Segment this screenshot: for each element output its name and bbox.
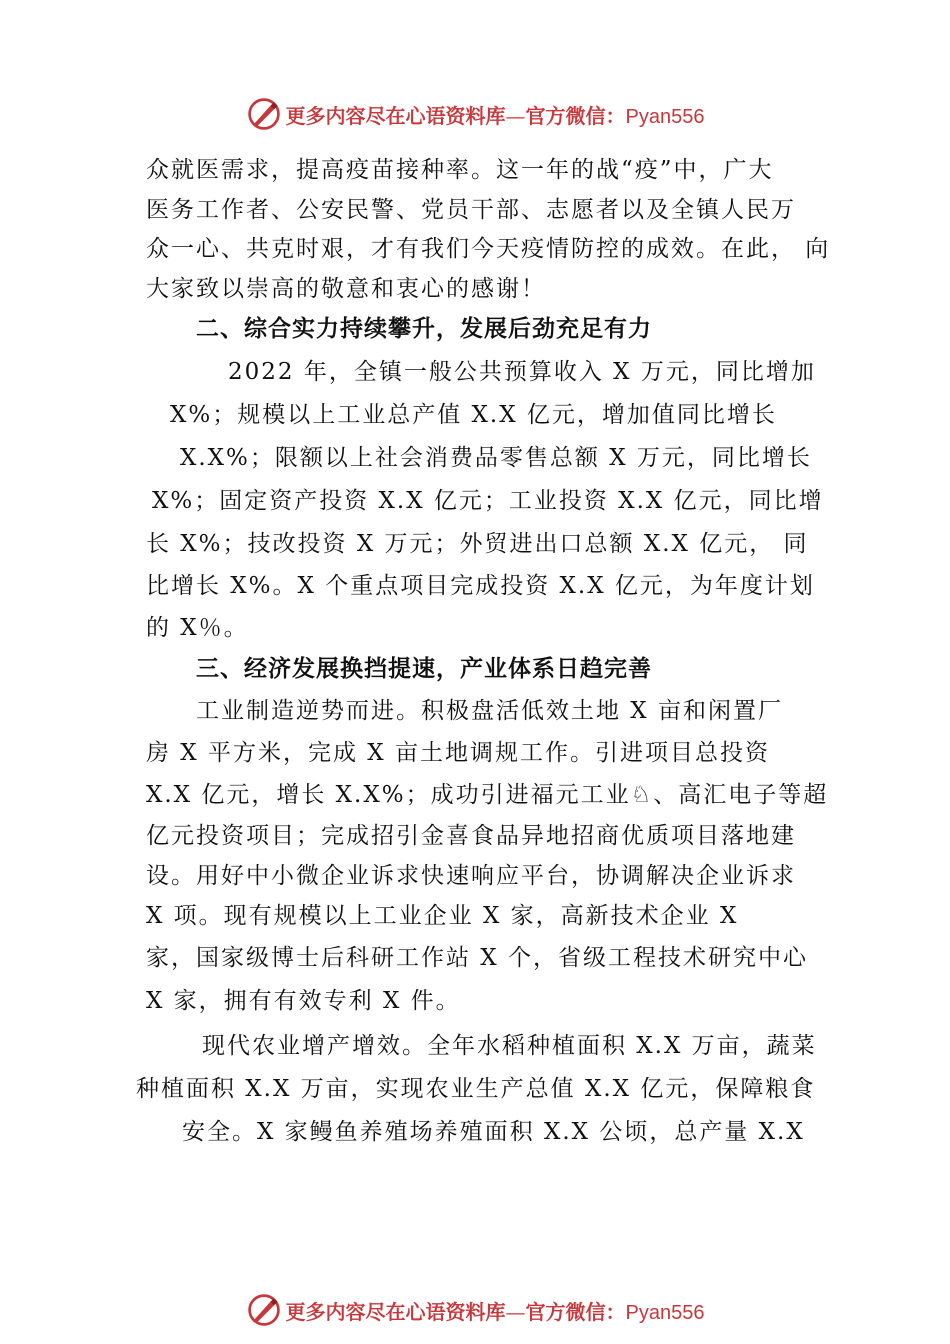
banner-main: 更多内容尽在心语资料库 [285, 1299, 506, 1324]
body-line: 现代农业增产增效。全年水稻种植面积 X.X 万亩，蔬菜 [202, 1033, 817, 1059]
body-line: X.X%；限额以上社会消费品零售总额 X 万元，同比增长 [180, 445, 812, 471]
body-line: X 项。现有规模以上工业企业 X 家，高新技术企业 X [146, 903, 739, 929]
body-line: 设。用好中小微企业诉求快速响应平台，协调解决企业诉求 [146, 863, 796, 889]
banner-wechat-label: 官方微信： [525, 103, 626, 128]
section-heading-3: 三、经济发展换挡提速，产业体系日趋完善 [196, 656, 652, 682]
pen-logo-icon [246, 1292, 282, 1328]
body-line: 种植面积 X.X 万亩，实现农业生产总值 X.X 亿元，保障粮食 [136, 1076, 816, 1102]
pen-logo-icon [246, 96, 282, 132]
banner-text [286, 1296, 705, 1325]
body-line: 医务工作者、公安民警、党员干部、志愿者以及全镇人民万 [146, 197, 796, 223]
banner-wechat-id: Pyan556 [625, 1301, 705, 1324]
banner-text [286, 100, 705, 129]
banner-wechat-id: Pyan556 [625, 105, 705, 128]
body-line: 长 X%；技改投资 X 万元；外贸进出口总额 X.X 亿元， 同 [146, 531, 809, 557]
body-line: X.X 亿元，增长 X.X%；成功引进福元工业♘、高汇电子等超 [146, 782, 829, 808]
banner-separator: — [505, 103, 526, 128]
body-line: 大家致以崇高的敬意和衷心的感谢！ [146, 276, 546, 302]
body-line: 房 X 平方米，完成 X 亩土地调规工作。引进项目总投资 [146, 740, 770, 766]
body-line: 众就医需求，提高疫苗接种率。这一年的战“疫”中，广大 [146, 157, 774, 183]
banner-main: 更多内容尽在心语资料库 [285, 103, 506, 128]
body-line: 众一心、共克时艰，才有我们今天疫情防控的成效。在此， 向 [146, 236, 831, 262]
section-heading-2: 二、综合实力持续攀升，发展后劲充足有力 [196, 316, 652, 342]
footer-watermark-banner [0, 1290, 950, 1330]
banner-wechat-label: 官方微信： [525, 1299, 626, 1324]
body-line: X%；规模以上工业总产值 X.X 亿元，增加值同比增长 [170, 402, 777, 428]
body-line: 亿元投资项目；完成招引金喜食品异地招商优质项目落地建 [146, 823, 796, 849]
body-line: X 家，拥有有效专利 X 件。 [146, 988, 461, 1014]
body-line: 2022 年，全镇一般公共预算收入 X 万元，同比增加 [228, 359, 816, 385]
body-line: 的 X％。 [146, 615, 249, 641]
body-line: 安全。X 家鳗鱼养殖场养殖面积 X.X 公顷，总产量 X.X [182, 1119, 805, 1145]
body-line: 家，国家级博士后科研工作站 X 个，省级工程技术研究中心 [146, 945, 808, 971]
body-line: 工业制造逆势而进。积极盘活低效土地 X 亩和闲置厂 [196, 698, 783, 724]
body-line: 比增长 X%。X 个重点项目完成投资 X.X 亿元，为年度计划 [146, 573, 815, 599]
banner-separator: — [505, 1299, 526, 1324]
header-watermark-banner [0, 94, 950, 134]
body-line: X%；固定资产投资 X.X 亿元；工业投资 X.X 亿元，同比增 [152, 488, 824, 514]
